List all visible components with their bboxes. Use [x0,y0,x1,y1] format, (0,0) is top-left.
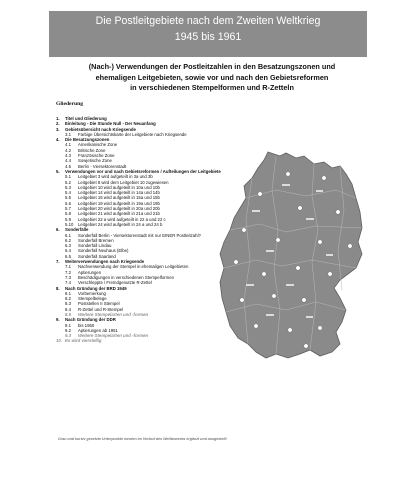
toc-item-number: 6.1 [65,232,71,238]
toc-item-text: Amerikanische Zone [78,142,118,148]
toc-item-text: Sowjetische Zone [78,158,112,164]
toc-item-text: Berlin - Viersektorenstadt [78,163,127,169]
toc-item-text: Vorbemerkung [78,290,106,296]
toc-item-text: Die Besatzungszonen [65,137,110,143]
toc-item-text: Leitgebiet 15 wird aufgeteilt in 15a und 15b [78,195,160,201]
toc-item-number: 5. [56,168,60,174]
toc-item-number: 6.5 [65,253,71,259]
toc-item-text: Britische Zone [78,147,106,153]
toc-item-text: Leitgebiet 20 wird aufgeteilt in 20a und 20b [78,206,160,212]
toc-item-number: 4. [56,137,60,143]
toc-item-number: 6.4 [65,248,71,254]
toc-item-number: 4.3 [65,153,71,159]
toc-item-number: 7.1 [65,264,71,270]
toc-item-number: 9. [56,317,60,323]
title-line-1: Die Postleitgebiete nach dem Zweiten Weltkrieg [95,15,321,27]
toc-item-number: 5.7 [65,206,71,212]
germany-outline [220,152,362,358]
toc-item-text: Nach Gründung der DDR [65,317,116,323]
toc-item-text: Sonderfall Saarland [78,253,116,259]
toc-item-text: Es wird vierstellig [65,338,102,344]
toc-item-text: Leitgebiet 3 wird aufgeteilt in 3a und 3b [78,174,153,180]
toc-item-number: 7.2 [65,269,71,275]
toc-item-number: 5.1 [65,174,71,180]
toc-item-number: 5.2 [65,179,71,185]
toc-item-text: Nachverwendung der Stempel in ehemaligen Leitgebieten [78,264,189,270]
toc-item-number: 4.5 [65,163,71,169]
toc-item-text: Leitgebiet 21 wird aufgeteilt in 21a und 21b [78,211,160,217]
toc-item-text: Aptierungen [78,269,102,275]
toc-item-text: Nach Gründung der BRD 1949 [65,285,127,291]
toc-item-number: 9.3 [65,333,71,339]
toc-item-number: 2. [56,121,60,127]
toc-item-text: bis 1950 [78,322,95,328]
toc-item-text: R-Zettel und R-Stempel [78,306,124,312]
germany-map-image [216,150,366,360]
toc-item-number: 8.1 [65,290,71,296]
toc-item-text: Leitgebiet 8 wird dem Leitgebiet 10 zugewiesen [78,179,169,185]
toc-item-text: Leitgebiet 19 wird aufgeteilt in 19a und 19b [78,200,160,206]
toc-item-number: 5.3 [65,184,71,190]
toc-item-text: Leitgebiet 22 a wird aufgeteilt in 22 a und 22 c [78,216,166,222]
toc-item-text: Einleitung - Die Stunde Null - Der Neuanfang [65,121,156,127]
toc-item-text: Weitere Stempelarten und -formen [78,333,149,339]
toc-item-number: 8.2 [65,296,71,302]
toc-item-number: 1. [56,116,60,121]
toc-item-text: Leitgebiet 14 wird aufgeteilt in 14a und 14b [78,190,160,196]
toc-item-number: 5.9 [65,216,71,222]
toc-item-number: 8.5 [65,311,71,317]
toc-item-text: Leitgebiet 10 wird aufgeteilt in 10a und 10b [78,184,160,190]
toc-item-number: 8. [56,285,60,291]
toc-item-number: 10. [56,338,62,344]
toc-item-number: 8.3 [65,301,71,307]
title-banner [49,11,367,57]
toc-item-number: 5.6 [65,200,71,206]
toc-item-number: 9.1 [65,322,71,328]
toc-item-number: 6. [56,227,60,233]
toc-item-text: Sonderfall Bremen [78,237,114,243]
toc-item-text: Stempelbelege [78,296,107,302]
toc-item-text: Beschädigungen in verschiedenen Stempelformen [78,274,175,280]
subtitle-line-3: in verschiedenen Stempelformen und R-Zetteln [130,83,294,92]
toc-heading: Gliederung [56,101,84,107]
toc-item-text: Französische Zone [78,153,115,159]
toc-item-number: 5.10 [65,221,74,227]
toc-item-text: Gebietsübersicht nach Kriegsende [65,126,136,132]
toc-item-number: 4.4 [65,158,71,164]
toc-item-text: Verwendungen vor und nach Gebietsreformen / Aufteilungen der Leitgebiete [65,168,221,174]
toc-item-number: 4.1 [65,142,71,148]
toc-item-number: 3.1 [65,131,71,137]
toc-item-number: 5.4 [65,190,71,196]
toc-item-text: Titel und Gliederung [65,116,107,121]
title-line-2: 1945 bis 1961 [174,30,242,43]
toc-item-number: 5.5 [65,195,71,201]
toc-item-number: 9.2 [65,327,71,333]
toc-item-number: 5.8 [65,211,71,217]
subtitle-line-1: (Nach-) Verwendungen der Postleitzahlen in den Besatzungszonen und [88,62,336,71]
toc-item-number: 6.3 [65,243,71,249]
toc-item-number: 4.2 [65,147,71,153]
toc-item-text: Aptierungen ab 1951 [78,327,118,333]
subtitle-line-2: ehemaligen Leitgebieten, sowie vor und nach den Gebietsreformen [95,72,329,82]
toc-item-text: Verschleppte / Fremdgenutzte R-Zettel [78,280,152,286]
toc-item-text: Poststellen II Stempel [78,301,120,307]
toc-item-text: Farbige Übersichtskarte der Leitgebiete nach Kriegsende [78,131,187,137]
footnote: Grau und kursiv gesetzte Unterpunkte werden im Verlauf des Wettbewerbs ergänzt und ausgestellt [58,437,227,441]
toc-item-number: 3. [56,126,60,132]
toc-item-text: Sonderfall Neuhaus (Elbe) [78,248,129,254]
toc-item-number: 7. [56,259,60,265]
toc-item-text: Sonderfall Berlin - Viersektorenstadt mit nur EINER Postleitzahl? [78,232,201,238]
toc-item-number: 6.2 [65,237,71,243]
toc-item-number: 8.4 [65,306,71,312]
toc-item-text: Weiterverwendungen nach Kriegsende [65,259,145,265]
toc-item-text: Sonderfälle [65,227,89,233]
toc-item-text: Leitgebiet 24 wird aufgeteilt in 24 a und 24 b [78,221,163,227]
toc-item-text: Sonderfall Lindau [78,243,112,249]
toc-item-number: 7.3 [65,274,71,280]
subtitle [22,62,402,94]
toc-item-text: Weitere Stempelarten und -formen [78,311,149,317]
toc-item-number: 7.4 [65,280,71,286]
